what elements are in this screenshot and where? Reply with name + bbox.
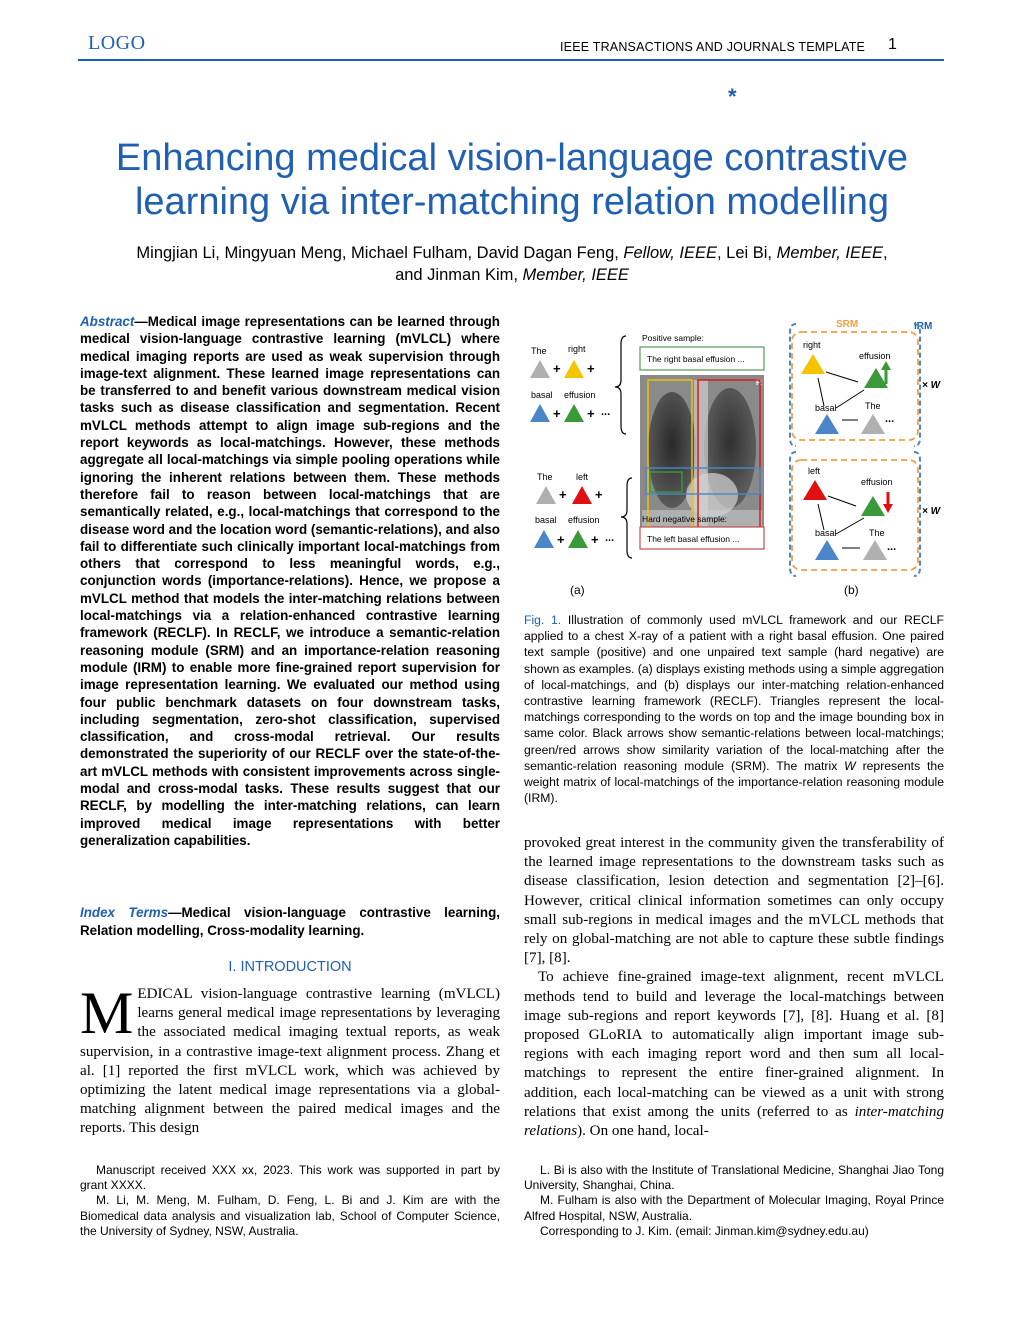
header-rule — [78, 59, 944, 61]
page-number: 1 — [888, 36, 897, 53]
fig-word-the-b2: The — [869, 528, 885, 538]
footnote-affiliation-2: L. Bi is also with the Institute of Translational Medicine, Shanghai Jiao Tong University, Shanghai, China. — [524, 1163, 944, 1193]
fig-positive-label: Positive sample: — [642, 333, 704, 343]
fig-plus-a1: + — [553, 361, 561, 376]
fig-triangle-the-a2 — [536, 486, 556, 504]
author-grade-member: Member, IEEE — [776, 244, 883, 262]
author-line-1 — [70, 242, 954, 264]
author-line-2 — [70, 264, 954, 286]
fig-word-basal-a2: basal — [535, 515, 557, 525]
fig-triangle-effusion-b1 — [864, 368, 888, 388]
fig-triangle-basal-b2 — [815, 540, 839, 560]
right-column-body — [524, 834, 944, 1141]
fig-triangle-left-b — [803, 480, 827, 500]
abstract — [80, 313, 500, 849]
fig-xray-marker: R — [756, 378, 762, 387]
authors-names-d: and Jinman Kim, — [395, 266, 523, 284]
fig-triangle-basal-b1 — [815, 414, 839, 434]
fig-word-the-a2: The — [537, 472, 553, 482]
fig-word-effusion-b1: effusion — [859, 351, 891, 361]
index-terms — [80, 904, 500, 939]
fig-triangle-the-b2 — [863, 540, 887, 560]
title-line-2: learning via inter-matching relation modelling — [134, 181, 890, 223]
fig-dots-a1: ... — [601, 406, 611, 418]
title-line-1: Enhancing medical vision-language contrastive — [115, 137, 909, 179]
fig-triangle-effusion-a2 — [568, 530, 588, 548]
fig-dots-b2: ... — [887, 541, 897, 553]
caption-text: Illustration of commonly used mVLCL framework and our RECLF applied to a chest X-ray of a patient with a right basal effusion. One paired text sample (positive) and one unpaired text sample (hard negative) are shown as examples. (a) displays existing methods using a simple aggregation of local-matchings, and (b) displays our inter-matching relation-enhanced contrastive learning framework (RECLF). Triangles represent the local-matchings corresponding to the words on top and the image bounding box in same color. Black arrows show semantic-relations between local-matchings; green/red arrows show similarity variation of the local-matching after the semantic-relation reasoning module (SRM). The matrix — [524, 613, 945, 773]
fig-negative-text: The left basal effusion ... — [647, 534, 740, 544]
fig-times-w-top: × W — [922, 380, 941, 391]
fig-word-basal-a1: basal — [531, 390, 553, 400]
body-paragraph-2 — [524, 968, 944, 1141]
body-paragraph-2-italic: inter-matching relations — [524, 1103, 944, 1140]
fig-brace-top — [615, 336, 626, 434]
fig-triangle-basal-a2 — [534, 530, 554, 548]
fig-negative-label: Hard negative sample: — [642, 514, 728, 524]
fig-rel-arrow-1 — [826, 372, 858, 382]
fig-word-left-a: left — [576, 472, 589, 482]
footnote-affiliation-3: M. Fulham is also with the Department of Molecular Imaging, Royal Prince Alfred Hospital, NSW, Australia. — [524, 1193, 944, 1223]
fig-rel-arrow-7 — [836, 518, 864, 534]
footnote-corresponding: Corresponding to J. Kim. (email: Jinman.kim@sydney.edu.au) — [540, 1223, 869, 1238]
fig-word-the-b1: The — [865, 401, 881, 411]
fig-triangle-the-a1 — [530, 360, 550, 378]
fig-plus-a4: + — [587, 406, 595, 421]
fig-arrow-green-head — [881, 361, 891, 370]
title-footnote-star: * — [728, 84, 737, 109]
fig-word-basal-b1: basal — [815, 403, 837, 413]
caption-matrix-w: W — [844, 758, 856, 773]
fig-triangle-left-a — [572, 486, 592, 504]
fig-triangle-effusion-b2 — [861, 496, 885, 516]
fig-plus-a7: + — [557, 532, 565, 547]
section-heading-introduction: I. INTRODUCTION — [228, 959, 352, 975]
fig-irm-label: IRM — [914, 321, 933, 332]
footnote-manuscript: Manuscript received XXX xx, 2023. This work was supported in part by grant XXXX. — [80, 1163, 500, 1193]
running-head: IEEE TRANSACTIONS AND JOURNALS TEMPLATE — [560, 40, 866, 54]
index-terms-lead: Index Terms — [80, 905, 169, 920]
fig-rel-arrow-3 — [836, 390, 864, 408]
fig-irm-bracket-left-bottom — [790, 452, 796, 576]
figure-1 — [524, 310, 948, 602]
fig-srm-label: SRM — [836, 319, 859, 330]
fig-dots-b1: ... — [885, 413, 895, 425]
author-grade-member-2: Member, IEEE — [522, 266, 629, 284]
fig-plus-a8: + — [591, 532, 599, 547]
fig-word-effusion-a1: effusion — [564, 390, 596, 400]
body-paragraph-2-b: ). On one hand, local- — [577, 1123, 709, 1140]
footnotes-right — [524, 1163, 944, 1239]
fig-label-b: (b) — [844, 583, 859, 597]
fig-triangle-effusion-a1 — [564, 404, 584, 422]
authors-names-b: , Lei Bi, — [716, 244, 777, 262]
fig-triangle-the-b1 — [861, 414, 885, 434]
body-paragraph-1: provoked great interest in the community given the transferability of the learned image representations to the downstream tasks such as disease classification, lesion detection and segmentation [2]–[6]. However, critical clinical information sometimes can only occupy small sub-regions in medical images and the mVLCL methods that rely on global-matching are not able to capture these subtle findings [7], [8]. — [524, 835, 944, 967]
fig-word-basal-b2: basal — [815, 528, 837, 538]
journal-logo: LOGO — [88, 32, 146, 54]
abstract-text: —Medical image representations can be learned through medical vision-language contrastive learning (mVLCL) where medical imaging reports are used as weak supervision through image-text alignment. These learned image representations can be transferred to and benefit various downstream medical vision tasks such as disease classification and segmentation. Recent mVLCL methods attempt to align image sub-regions and the report keywords as local-matchings. However, these methods aggregate all local-matchings via simple pooling operations while ignoring the inherent relations between them. These methods therefore fail to reason between local-matchings that are semantically related, e.g., local-matchings that correspond to the disease word and the location word (semantic-relations), and also fail to differentiate such clinically important local-matchings from others that correspond to less meaningful words, e.g., conjunction words (importance-relations). Hence, we propose a mVLCL method that models the inter-matching relations between local-matchings via a relation-enhanced contrastive learning framework (RECLF). In RECLF, we introduce a semantic-relation reasoning module (SRM) and an importance-relation reasoning module (IRM) to enable more fine-grained report supervision for image representation learning. We evaluated our method using four public benchmark datasets on four downstream tasks, including segmentation, zero-shot classification, supervised classification, and cross-modal retrieval. Our results demonstrated the superiority of our RECLF over the state-of-the-art mVLCL methods with consistent improvements across single-modal and cross-modal tasks. These results suggest that our RECLF, by modelling the inter-matching relations, can learn improved medical image representations with better generalization capabilities. — [80, 314, 500, 848]
fig-word-the-a1: The — [531, 346, 547, 356]
caption-text-2: represents the weight matrix of local-matchings of the importance-relation reasoning module (IRM). — [524, 758, 944, 806]
figure-caption — [524, 612, 944, 806]
fig-word-right-a: right — [568, 344, 586, 354]
fig-word-effusion-b2: effusion — [861, 477, 893, 487]
fig-irm-bracket-right-top — [914, 324, 920, 446]
fig-label-a: (a) — [570, 583, 585, 597]
abstract-lead: Abstract — [80, 314, 135, 329]
fig-word-effusion-a2: effusion — [568, 515, 600, 525]
footnotes-left — [80, 1163, 500, 1239]
fig-plus-a5: + — [559, 487, 567, 502]
fig-rel-arrow-2 — [818, 378, 824, 406]
caption-lead: Fig. 1. — [524, 613, 562, 627]
fig-srm-box-bottom — [792, 460, 918, 570]
index-terms-text: —Medical vision-language contrastive learning, Relation modelling, Cross-modality learning. — [80, 905, 500, 938]
authors-names-a: Mingjian Li, Mingyuan Meng, Michael Fulham, David Dagan Feng, — [136, 244, 624, 262]
authors-names-c: , — [882, 244, 888, 262]
footnote-affiliation-1: M. Li, M. Meng, M. Fulham, D. Feng, L. Bi and J. Kim are with the Biomedical data analysis and visualization lab, School of Computer Science, the University of Sydney, NSW, Australia. — [80, 1193, 500, 1238]
fig-brace-bottom — [621, 478, 632, 558]
fig-arrow-red-head — [883, 504, 893, 513]
author-grade-fellow: Fellow, IEEE — [623, 244, 717, 262]
fig-triangle-basal-a1 — [530, 404, 550, 422]
fig-times-w-bottom: × W — [922, 506, 941, 517]
introduction-text — [80, 980, 500, 1139]
fig-plus-a2: + — [587, 361, 595, 376]
fig-rel-arrow-6 — [818, 504, 824, 530]
fig-rel-arrow-5 — [828, 496, 856, 506]
fig-word-left-b: left — [808, 466, 821, 476]
fig-word-right-b: right — [803, 340, 821, 350]
fig-plus-a3: + — [553, 406, 561, 421]
body-paragraph-2-a: To achieve fine-grained image-text alignment, recent mVLCL methods tend to build and leverage the local-matchings between image sub-regions and report keywords [7], [8]. Huang et al. [8] proposed GLoRIA to automatically align important image sub-regions with each imaging report word and then sum all local-matchings to represent the entire finer-grained alignment. In addition, each local-matching can be viewed as a unit with strong relations that exist among the units (referred to as — [524, 969, 944, 1120]
fig-plus-a6: + — [595, 487, 603, 502]
fig-irm-bracket-right-bottom — [914, 452, 920, 576]
author-list — [70, 242, 954, 286]
fig-triangle-right-a — [564, 360, 584, 378]
fig-dots-a2: ... — [605, 532, 615, 544]
drop-cap: M — [80, 980, 134, 1046]
paper-title — [60, 136, 964, 224]
fig-triangle-right-b — [801, 354, 825, 374]
introduction-body: EDICAL vision-language contrastive learning (mVLCL) learns general medical image representations by leveraging the associated medical imaging textual reports, as weak supervision, in a contrastive image-text alignment process. Zhang et al. [1] reported the first mVLCL work, which was achieved by optimizing the latent medical image representations via a global-matching alignment between the paired medical images and the reports. This design — [80, 986, 500, 1137]
fig-irm-bracket-left-top — [790, 324, 796, 446]
fig-positive-text: The right basal effusion ... — [647, 354, 745, 364]
